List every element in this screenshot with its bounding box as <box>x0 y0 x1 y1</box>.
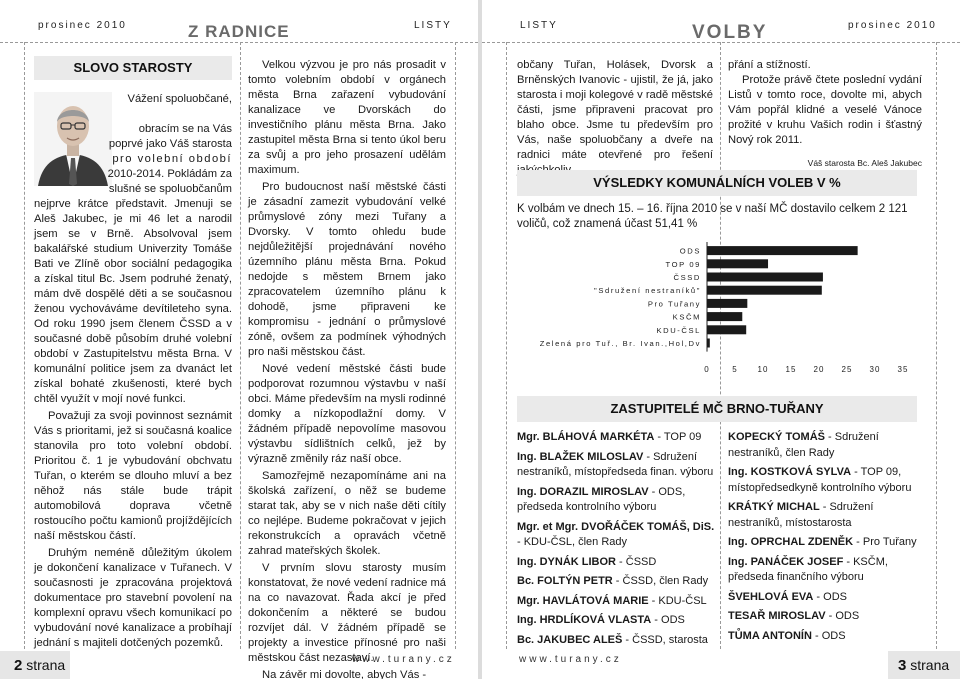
chart-bar <box>707 299 747 308</box>
council-member-name: TŮMA ANTONÍN <box>728 629 812 642</box>
header-date: prosinec 2010 <box>848 20 937 31</box>
council-member <box>728 465 922 496</box>
council-member-detail: - KSČM, předseda finančního výboru <box>728 555 888 583</box>
council-member <box>728 629 922 645</box>
editorial-closing-text-1: přání a stížností. <box>728 59 811 71</box>
election-results-chart <box>517 240 917 382</box>
council-member <box>728 500 922 531</box>
council-member-detail: - ODS <box>825 610 860 622</box>
council-member-name: Ing. BLAŽEK MILOSLAV <box>517 450 644 463</box>
page-number: 2 <box>14 657 23 674</box>
election-results-chart-svg <box>517 240 917 382</box>
chart-bar <box>707 325 746 334</box>
editorial-closing-column <box>728 58 922 171</box>
council-member <box>517 594 717 610</box>
council-member-name: Ing. PANÁČEK JOSEF <box>728 555 844 568</box>
editorial-column-2 <box>248 58 446 679</box>
council-member-name: KOPECKÝ TOMÁŠ <box>728 431 825 443</box>
council-member-name: Ing. DORAZIL MIROSLAV <box>517 485 649 498</box>
editorial-paragraph-2: Považuji za svoji povinnost seznámit Vás s prioritami, jež si současná koalice stanovila pro toto volební období. Prioritou č. 1 je vybudování obchvatu Tuřan, o kterém se dlouho mluví a bez něhož nás stále bude trápit automobilová doprava včetně rostoucího počtu kamionů projíždějících naší městskou částí. <box>34 410 232 542</box>
intro-line-4: 2010-2014. Pokládám za <box>107 168 232 180</box>
council-member-name: Ing. DYNÁK LIBOR <box>517 555 616 568</box>
council-members-left <box>517 430 717 652</box>
council-member-detail: - Pro Tuřany <box>853 536 917 548</box>
council-member <box>517 430 717 446</box>
intro-line-3: pro volební období <box>112 153 232 165</box>
editorial-paragraph-7: Samozřejmě nezapomínáme ani na školská zařízení, o něž se budeme starat tak, aby se v nich naše děti cítily co nejlépe. Budeme pokračovat v jejich rekonstrukcích a opravách včetně zahrad mateřských školek. <box>248 470 446 557</box>
editorial-paragraph-1: nejprve krátce představit. Jmenuji se Aleš Jakubec, je mi 46 let a narodil jsem se v Brně. Absolvoval jsem bakalářské studium Univerzity Tomáše Bati ve Zlíně obor sociální pedagogika a získal titul Bc. Jsem podruhé ženatý, mám dvě dospělé děti a se současnou ženou vychováváme devítileteho syna. Od roku 1990 jsem členem ČSSD a v současné době působím druhé volební období v Zastupitelstvu města Brna. V komunální politice jsem za dvanáct let získal bohaté zkušenosti, které bych chtěl využít v mojí nové funkci. <box>34 198 232 405</box>
chart-category-label: ČSSD <box>673 273 701 282</box>
council-member <box>517 520 717 551</box>
header-section-title: VOLBY <box>692 22 768 43</box>
council-members-right <box>728 430 922 648</box>
chart-x-tick-label: 25 <box>841 365 853 374</box>
chart-category-label: Zelená pro Tuř., Br. Ivan.,Hol,Dv <box>539 339 701 348</box>
council-member <box>517 633 717 649</box>
top-rule <box>0 42 478 43</box>
editorial-continued-text: občany Tuřan, Holásek, Dvorsk a Brněnských Ivanovic - ujistil, že já, jako starosta i moji kolegové v radě městské části, jsme připraveni pracovat pro blaho obce. Jsme tu především pro Vás, naše spoluobčany a dveře na radnici máte otevřené pro řešení <box>517 59 713 161</box>
chart-x-tick-label: 15 <box>785 365 797 374</box>
editorial-paragraph-6: Nové vedení městské části bude podporovat rozumnou výstavbu v naší obci. Máme především na mysli rodinné domky a nízkopodlažní domy. V žádném případě nepovolíme masovou výstavbu sídlištních celků, jež by výrazně změnily ráz naší obce. <box>248 363 446 465</box>
council-member <box>517 555 717 571</box>
chart-bar <box>707 273 823 282</box>
right-margin-rule <box>936 42 937 649</box>
election-results-intro: K volbám ve dnech 15. – 16. října 2010 se v naší MČ dostavilo celkem 2 121 voličů, což znamená účast 51,41 % <box>517 203 908 230</box>
council-member-name: ŠVEHLOVÁ EVA <box>728 590 814 603</box>
council-member <box>728 430 922 461</box>
editorial-title: SLOVO STAROSTY <box>34 56 232 80</box>
chart-x-tick-label: 0 <box>704 365 710 374</box>
chart-x-tick-label: 10 <box>757 365 769 374</box>
left-margin-rule <box>506 42 507 649</box>
council-member-name: TESAŘ MIROSLAV <box>728 610 826 622</box>
editorial-paragraph-9: Na závěr mi dovolte, abych Vás - <box>262 669 427 679</box>
council-member-detail: - TOP 09 <box>654 431 702 443</box>
editorial-paragraph-5: Pro budoucnost naší městské části je zásadní zamezit vybudování velké průmyslové zóny mezi Tuřany a Dvorsky. V tomto ohledu bude nejdůležitější projednávání nového územního plánu města Brna. Pokud nedojde s městem Brnem jako zpracovatelem územního plánu k dohodě, jsme připraveni ke kompromisu - jednání o průmyslové zóně, ovšem za podmínek výhodných pro naši městskou část. <box>248 181 446 358</box>
council-member-name: KRÁTKÝ MICHAL <box>728 501 820 513</box>
footer-page-number <box>0 651 70 679</box>
header-section-title: Z RADNICE <box>188 22 290 41</box>
chart-bar <box>707 259 768 268</box>
chart-category-label: TOP 09 <box>665 259 701 269</box>
council-member-detail: - ODS <box>813 590 847 603</box>
left-page <box>0 0 478 679</box>
council-member-detail: - KDU-ČSL, člen Rady <box>517 536 628 548</box>
chart-category-label: "Sdružení nestraníků" <box>594 286 701 296</box>
council-member <box>728 609 922 625</box>
editorial-column-1 <box>34 92 232 651</box>
chart-category-label: ODS <box>679 246 701 256</box>
footer-website[interactable]: www.turany.cz <box>352 654 455 665</box>
footer-page-number <box>888 651 960 679</box>
header-publication: LISTY <box>520 20 558 31</box>
chart-x-tick-label: 5 <box>732 365 738 374</box>
page-word: strana <box>910 657 950 673</box>
council-member-name: Ing. KOSTKOVÁ SYLVA <box>728 466 852 478</box>
page-word: strana <box>26 657 66 673</box>
council-member <box>517 574 717 590</box>
election-results-title: VÝSLEDKY KOMUNÁLNÍCH VOLEB V % <box>517 170 917 196</box>
council-member-detail: - Sdružení nestraníků, místopředseda finan. výboru <box>517 450 714 478</box>
chart-x-tick-label: 30 <box>869 365 881 374</box>
salutation: Vážení spoluobčané, <box>127 93 232 105</box>
council-member <box>728 590 922 606</box>
editorial-continued-column <box>517 58 713 178</box>
council-member <box>517 613 717 629</box>
top-rule <box>482 42 960 43</box>
council-member-detail: - ODS, předseda kontrolního výboru <box>517 485 686 513</box>
council-member-detail: - ČSSD <box>616 555 657 568</box>
intro-line-5: slušné se spoluobčanům <box>108 183 232 195</box>
council-member-detail: - ODS <box>811 629 846 642</box>
chart-x-tick-label: 20 <box>813 365 825 374</box>
council-member-detail: - Sdružení nestraníků, místostarosta <box>728 501 874 529</box>
right-margin-rule <box>455 42 456 649</box>
chart-bar <box>707 286 822 295</box>
footer-website[interactable]: www.turany.cz <box>519 654 622 665</box>
council-member-name: Mgr. BLÁHOVÁ MARKÉTA <box>517 431 655 443</box>
council-member-detail: - ČSSD, starosta <box>622 633 708 646</box>
header-date: prosinec 2010 <box>38 20 127 31</box>
intro-line-1: obracím se na Vás <box>138 123 232 135</box>
editorial-paragraph-8: V prvním slovu starosty musím konstatovat, že nové vedení radnice má na co navazovat. Řada akcí je před dokončením a některé se budou rozvíjet dál. V žádném případě se projekty a investice přínosné pro naši městskou část nezastaví. <box>248 562 446 664</box>
council-member-name: Ing. HRDLÍKOVÁ VLASTA <box>517 614 652 626</box>
chart-bar <box>707 312 742 321</box>
council-member <box>517 485 717 516</box>
council-member-name: Bc. JAKUBEC ALEŠ <box>517 633 623 646</box>
intro-line-2: poprvé jako Váš starosta <box>108 138 232 150</box>
council-member <box>728 555 922 586</box>
chart-category-label: KSČM <box>672 312 701 322</box>
chart-category-label: KDU-ČSL <box>656 325 701 335</box>
header-publication: LISTY <box>414 20 452 31</box>
chart-x-tick-label: 35 <box>897 365 909 374</box>
council-member-detail: - ČSSD, člen Rady <box>612 575 709 587</box>
council-members-title: ZASTUPITELÉ MČ BRNO-TUŘANY <box>517 396 917 422</box>
chart-bar <box>707 246 858 255</box>
chart-category-label: Pro Tuřany <box>647 299 701 309</box>
page-number: 3 <box>898 657 907 674</box>
council-member-name: Mgr. HAVLÁTOVÁ MARIE <box>517 594 649 607</box>
column-rule <box>240 42 241 649</box>
council-member-detail: - TOP 09, místopředsedkyně kontrolního výboru <box>728 466 912 494</box>
council-member-name: Bc. FOLTÝN PETR <box>517 575 613 587</box>
editorial-paragraph-4: Velkou výzvou je pro nás prosadit v tomto volebním období v orgánech města Brna zařazení vybudování kanalizace ve Dvorskách do investičního plánu města Brna. Jako zastupitel města Brna si tento úkol beru za svůj a pro jeho prosazení udělám maximum. <box>248 59 446 176</box>
council-member <box>517 450 717 481</box>
left-margin-rule <box>24 42 25 649</box>
council-member-detail: - ODS <box>651 614 685 626</box>
council-member-name: Ing. OPRCHAL ZDENĚK <box>728 536 854 548</box>
council-member-detail: - Sdružení nestraníků, člen Rady <box>728 431 879 459</box>
council-member-name: Mgr. et Mgr. DVOŘÁČEK TOMÁŠ, DiS. <box>517 520 715 533</box>
chart-bar <box>707 339 710 348</box>
editorial-paragraph-3: Druhým neméně důležitým úkolem je dokončení kanalizace v Tuřanech. V současnosti je zpracována projektová dokumentace pro stavební povolení na komplexní opravu všech komunikací po vybudování nové kanalizace a probíhají jednání s majiteli dotčených pozemků. <box>34 547 232 649</box>
mayor-signature: Váš starosta Bc. Aleš Jakubec <box>807 158 922 168</box>
editorial-closing-text-2: Protože právě čtete poslední vydání Listů v tomto roce, dovolte mi, abych Vám popřál klidné a veselé Vánoce prožité v kruhu Vašich rodin i šťastný Nový rok 2011. <box>728 74 922 146</box>
council-member <box>728 535 922 551</box>
council-member-detail: - KDU-ČSL <box>648 594 707 607</box>
